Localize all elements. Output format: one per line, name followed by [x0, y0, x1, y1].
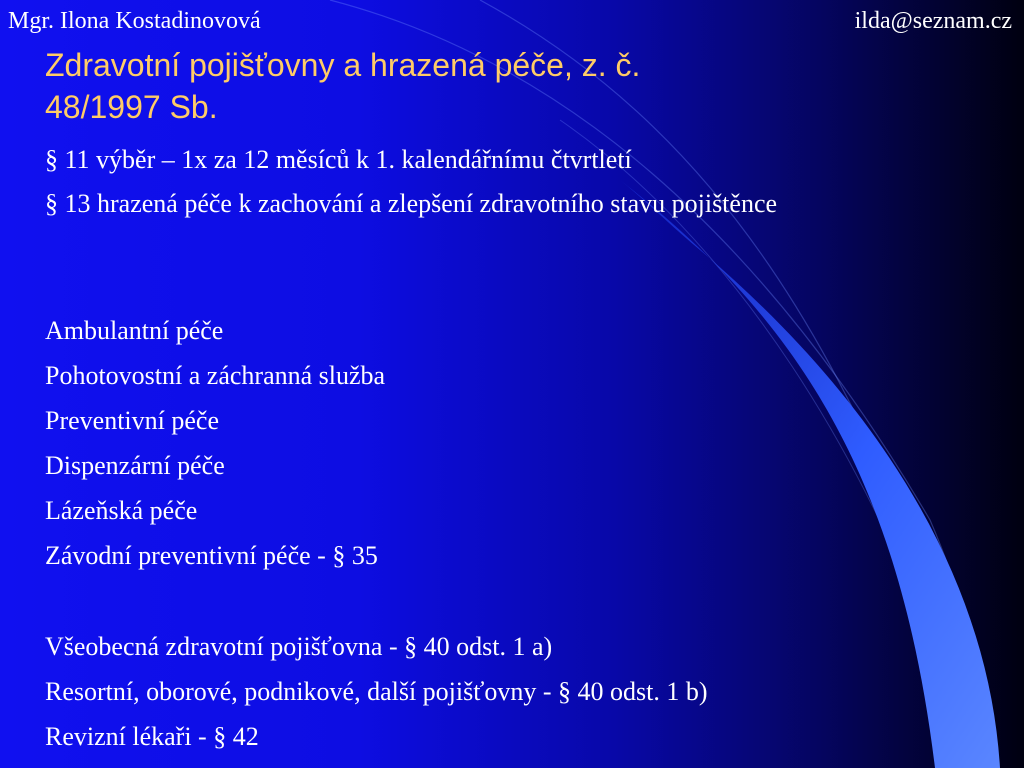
slide-title-line-2: 48/1997 Sb. — [45, 89, 218, 125]
bullet-paragraph-11: § 11 výběr – 1x za 12 měsíců k 1. kalendářnímu čtvrtletí — [45, 145, 632, 174]
revision-doctors: Revizní lékaři - § 42 — [45, 722, 259, 751]
care-spa: Lázeňská péče — [45, 496, 198, 525]
insurer-other: Resortní, oborové, podnikové, další pojišťovny - § 40 odst. 1 b) — [45, 677, 708, 706]
care-preventive: Preventivní péče — [45, 406, 219, 435]
author-name: Mgr. Ilona Kostadinovová — [8, 8, 261, 34]
author-email: ilda@seznam.cz — [854, 8, 1012, 34]
care-emergency: Pohotovostní a záchranná služba — [45, 361, 386, 390]
bullet-paragraph-13: § 13 hrazená péče k zachování a zlepšení zdravotního stavu pojištěnce — [45, 189, 778, 218]
slide-title-line-1: Zdravotní pojišťovny a hrazená péče, z. č. — [45, 47, 641, 83]
care-dispensary: Dispenzární péče — [45, 451, 225, 480]
slide-title — [45, 44, 825, 128]
insurer-general: Všeobecná zdravotní pojišťovna - § 40 odst. 1 a) — [45, 632, 553, 661]
care-occupational: Závodní preventivní péče - § 35 — [45, 541, 378, 570]
care-ambulatory: Ambulantní péče — [45, 316, 224, 345]
